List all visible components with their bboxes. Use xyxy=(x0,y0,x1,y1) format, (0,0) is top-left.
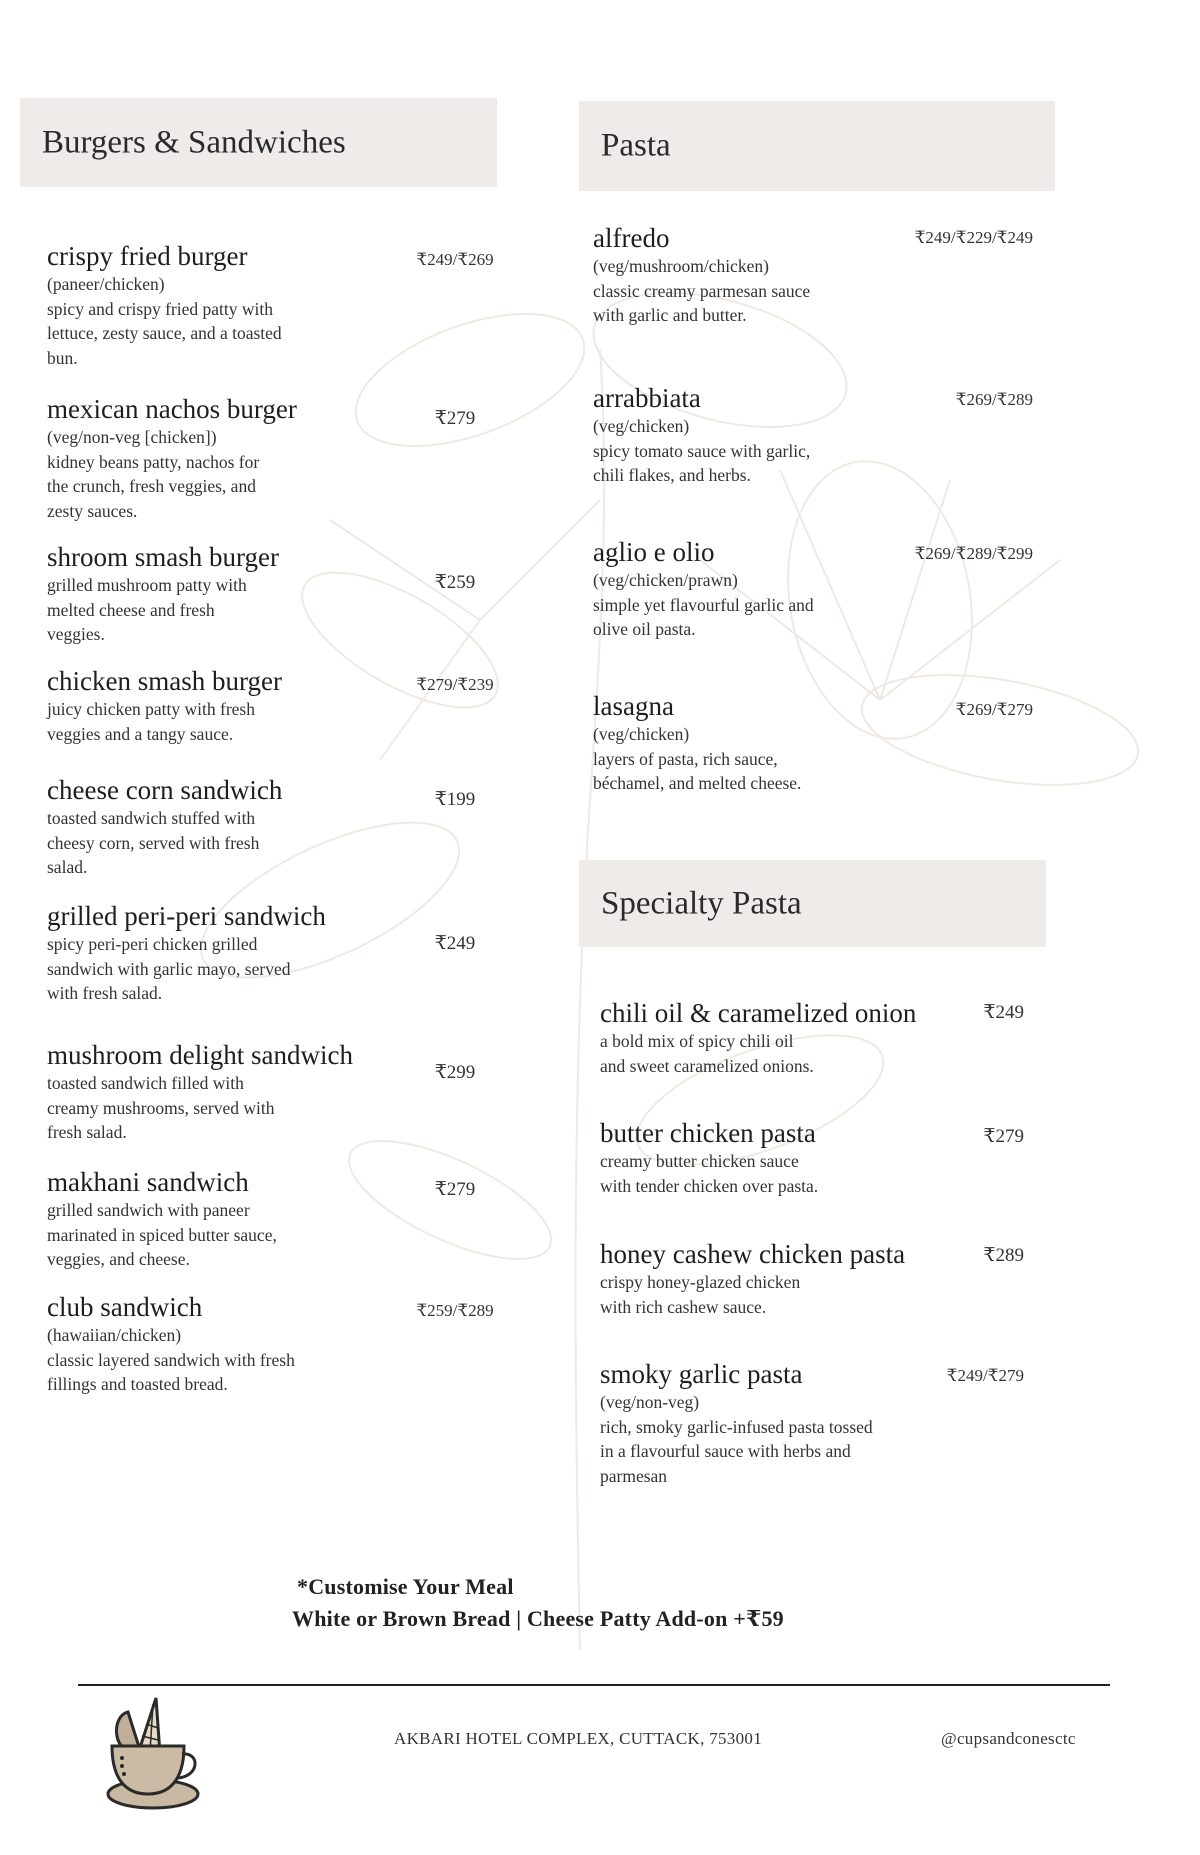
menu-item-price: ₹199 xyxy=(434,789,476,810)
menu-item xyxy=(47,240,282,370)
menu-item-price: ₹249/₹279 xyxy=(946,1366,1024,1385)
menu-item-price: ₹269/₹279 xyxy=(955,700,1033,719)
menu-item-name: arrabbiata xyxy=(593,383,701,413)
menu-item-price: ₹269/₹289 xyxy=(955,390,1033,409)
menu-item-description: juicy chicken patty with fresh veggies and a tangy sauce. xyxy=(47,699,255,744)
menu-item-description: grilled sandwich with paneer marinated in spiced butter sauce, veggies, and cheese. xyxy=(47,1200,277,1269)
menu-item-name: crispy fried burger xyxy=(47,241,248,271)
menu-item-name: aglio e olio xyxy=(593,537,715,567)
section-title-specialty-pasta: Specialty Pasta xyxy=(601,885,802,921)
menu-item xyxy=(600,1358,873,1488)
menu-item-name: makhani sandwich xyxy=(47,1167,249,1197)
menu-item-name: lasagna xyxy=(593,691,674,721)
section-header-specialty-pasta xyxy=(579,860,1046,947)
menu-item xyxy=(47,665,282,746)
menu-item-description: a bold mix of spicy chili oil and sweet caramelized onions. xyxy=(600,1031,814,1076)
menu-item-price: ₹299 xyxy=(434,1062,476,1083)
section-header-pasta xyxy=(579,101,1055,191)
menu-item-description: spicy tomato sauce with garlic, chili flakes, and herbs. xyxy=(593,440,811,485)
menu-item-price: ₹249/₹229/₹249 xyxy=(914,228,1033,247)
section-title-burgers: Burgers & Sandwiches xyxy=(42,124,346,160)
menu-item-name: grilled peri-peri sandwich xyxy=(47,901,326,931)
menu-item-options: (hawaiian/chicken) xyxy=(47,1325,182,1345)
menu-item-options: (veg/non-veg [chicken]) xyxy=(47,427,217,447)
section-title-pasta: Pasta xyxy=(601,127,671,164)
menu-item xyxy=(47,541,279,647)
customise-note-options: White or Brown Bread | Cheese Patty Add-on +₹59 xyxy=(292,1606,784,1631)
menu-item-description: classic layered sandwich with fresh fillings and toasted bread. xyxy=(47,1349,295,1394)
menu-item-price: ₹249 xyxy=(983,1002,1024,1023)
menu-item-name: cheese corn sandwich xyxy=(47,775,283,805)
menu-item-description: rich, smoky garlic-infused pasta tossed in a flavourful sauce with herbs and parmesan xyxy=(600,1416,873,1486)
menu-item-name: mexican nachos burger xyxy=(47,394,297,424)
menu-item-options: (veg/chicken) xyxy=(593,416,690,436)
customise-note-title: *Customise Your Meal xyxy=(297,1574,514,1599)
menu-item-description: toasted sandwich stuffed with cheesy corn, served with fresh salad. xyxy=(47,808,260,877)
menu-item xyxy=(593,222,810,328)
menu-item xyxy=(593,382,810,488)
footer-social-handle[interactable]: @cupsandconesctc xyxy=(941,1729,1076,1748)
menu-item-price: ₹259 xyxy=(434,572,476,593)
menu-item-price: ₹259/₹289 xyxy=(416,1301,494,1320)
menu-item xyxy=(600,1117,818,1198)
menu-item-price: ₹249/₹269 xyxy=(416,250,494,269)
menu-item-description: toasted sandwich filled with creamy mushrooms, served with fresh salad. xyxy=(47,1073,275,1142)
menu-item-name: club sandwich xyxy=(47,1292,203,1322)
menu-item-options: (veg/mushroom/chicken) xyxy=(593,256,769,276)
menu-item-options: (veg/chicken) xyxy=(593,724,690,744)
menu-item-description: grilled mushroom patty with melted cheese and fresh veggies. xyxy=(47,575,247,644)
menu-item xyxy=(47,1039,353,1145)
menu-item-options: (veg/non-veg) xyxy=(600,1392,700,1412)
menu-item-price: ₹289 xyxy=(983,1245,1024,1266)
menu-item-price: ₹279 xyxy=(434,408,476,429)
menu-item xyxy=(600,997,916,1078)
footer-address: AKBARI HOTEL COMPLEX, CUTTACK, 753001 xyxy=(394,1729,762,1748)
menu-item-name: butter chicken pasta xyxy=(600,1118,816,1148)
menu-item-price: ₹279 xyxy=(983,1126,1024,1147)
menu-item-description: classic creamy parmesan sauce with garlic and butter. xyxy=(593,280,811,325)
menu-item-price: ₹279/₹239 xyxy=(416,675,494,694)
menu-item-price: ₹269/₹289/₹299 xyxy=(914,544,1033,563)
menu-item-description: spicy and crispy fried patty with lettuce, zesty sauce, and a toasted bun. xyxy=(47,298,282,368)
cup-with-cone-icon xyxy=(98,1694,218,1814)
menu-item-description: creamy butter chicken sauce with tender chicken over pasta. xyxy=(600,1151,819,1196)
menu-item-name: mushroom delight sandwich xyxy=(47,1040,353,1070)
menu-item xyxy=(47,900,326,1006)
menu-item-description: simple yet flavourful garlic and olive oil pasta. xyxy=(593,594,814,639)
menu-item-description: layers of pasta, rich sauce, béchamel, and melted cheese. xyxy=(593,748,802,793)
footer-divider xyxy=(78,1684,1110,1686)
menu-item-description: spicy peri-peri chicken grilled sandwich with garlic mayo, served with fresh salad. xyxy=(47,934,291,1003)
menu-item xyxy=(47,1291,295,1397)
menu-item xyxy=(600,1238,905,1319)
menu-item-price: ₹249 xyxy=(434,933,476,954)
menu-item-name: alfredo xyxy=(593,223,670,253)
menu-item-name: smoky garlic pasta xyxy=(600,1359,803,1389)
menu-item xyxy=(593,536,814,642)
menu-item-name: chili oil & caramelized onion xyxy=(600,998,917,1028)
section-header-burgers xyxy=(20,98,497,187)
menu-item-name: honey cashew chicken pasta xyxy=(600,1239,906,1269)
menu-item xyxy=(47,1166,277,1272)
menu-item-description: crispy honey-glazed chicken with rich cashew sauce. xyxy=(600,1272,801,1317)
menu-item-name: chicken smash burger xyxy=(47,666,282,696)
menu-item xyxy=(47,774,282,880)
menu-item-price: ₹279 xyxy=(434,1179,476,1200)
menu-item xyxy=(47,393,297,523)
menu-item-options: (veg/chicken/prawn) xyxy=(593,570,738,590)
menu-item-name: shroom smash burger xyxy=(47,542,279,572)
menu-item xyxy=(593,690,801,796)
menu-item-options: (paneer/chicken) xyxy=(47,274,165,294)
menu-item-description: kidney beans patty, nachos for the crunch, fresh veggies, and zesty sauces. xyxy=(47,451,260,521)
